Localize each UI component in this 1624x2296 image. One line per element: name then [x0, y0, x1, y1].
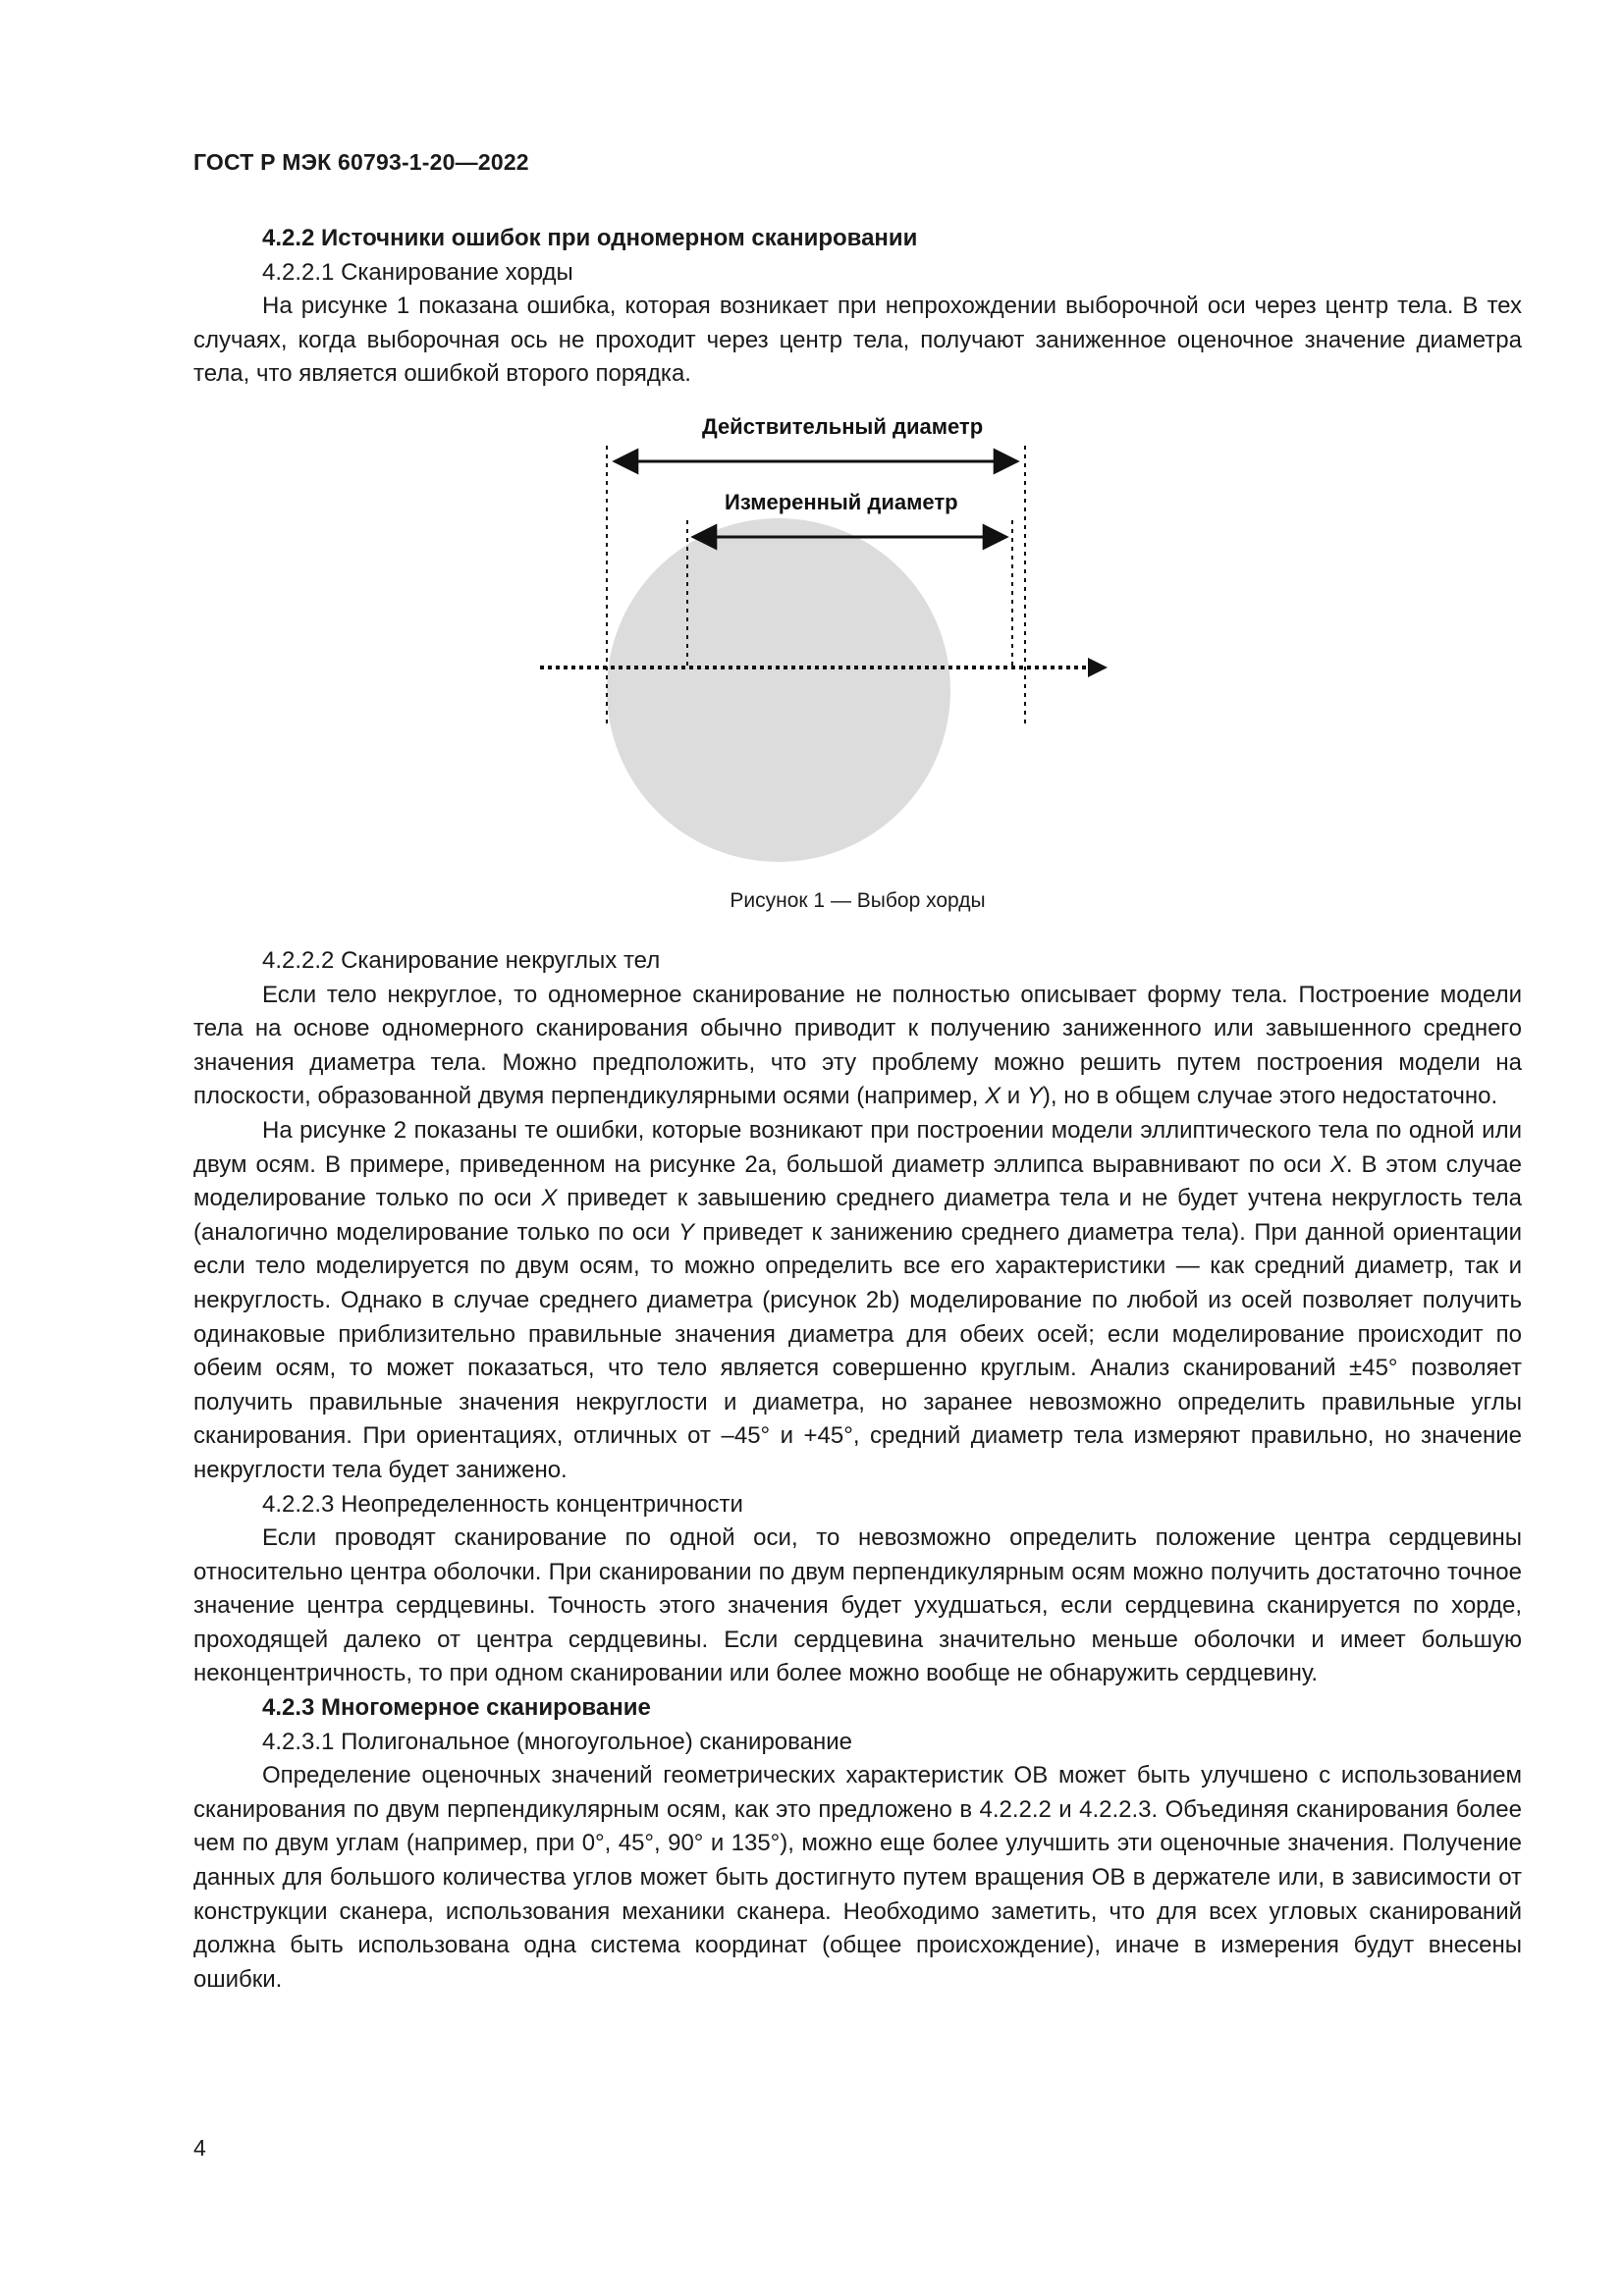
section-4-2-3-1-paragraph: Определение оценочных значений геометрических характеристик ОВ может быть улучшено с использованием сканирования по двум перпендикулярным осям, как это предложено в 4.2.2.2 и 4.2.2.3. Объединяя сканирования более чем по двум углам (например, при 0°, 45°, 90° и 135°), можно еще более улучшить эти оценочные значения. Получение данных для большого количества углов может быть достигнуто путем вращения ОВ в держателе или, в зависимости от конструкции сканера, использования механики сканера. Необходимо заметить, что для всех угловых сканирований должна быть использована одна система координат (общее происхождение), иначе в измерения будут внесены ошибки.	[193, 1762, 1522, 1993]
label-actual-diameter: Действительный диаметр	[702, 414, 984, 439]
axis-x-symbol: X	[1329, 1150, 1346, 1178]
paragraph-text: Если тело некруглое, то одномерное сканирование не полностью описывает форму тела. Построение модели тела на основе одномерного сканирования обычно приводит к получению заниженного или завышенного среднего значения диаметра тела. Можно предположить, что эту проблему можно решить путем построения модели на плоскости, образованной двумя перпендикулярными осями (например,	[193, 981, 1522, 1110]
axis-y-symbol: Y	[1026, 1083, 1043, 1110]
section-4-2-2-2-paragraph-1	[193, 979, 1522, 1114]
label-measured-diameter: Измеренный диаметр	[725, 490, 958, 514]
section-4-2-2-1-paragraph: На рисунке 1 показана ошибка, которая возникает при непрохождении выборочной оси через центр тела. В тех случаях, когда выборочная ось не проходит через центр тела, получают заниженное оценочное значение диаметра тела, что является ошибкой второго порядка.	[193, 293, 1522, 388]
section-4-2-2-1-title: 4.2.2.1 Сканирование хорды	[262, 258, 573, 286]
section-4-2-3-1-title: 4.2.3.1 Полигональное (многоугольное) сканирование	[262, 1728, 852, 1755]
figure-1-chord-selection	[609, 410, 1119, 881]
axis-x-symbol: X	[541, 1185, 558, 1212]
figure-1-diagram	[609, 410, 1119, 881]
page-number: 4	[193, 2135, 206, 2161]
paragraph-text: приведет к завышению среднего диаметра тела и не будет учтена некруглость тела (аналогично моделирование только по оси	[193, 1185, 1522, 1246]
document-header: ГОСТ Р МЭК 60793-1-20—2022	[193, 149, 529, 175]
axis-y-symbol: Y	[678, 1218, 695, 1246]
section-4-2-2-3-title: 4.2.2.3 Неопределенность концентричности	[262, 1490, 743, 1518]
scan-axis-arrowhead	[1088, 658, 1108, 677]
paragraph-text: ), но в общем случае этого недостаточно.	[1042, 1083, 1498, 1110]
fiber-cross-section	[607, 518, 950, 862]
section-4-2-2-title: 4.2.2 Источники ошибок при одномерном сканировании	[262, 225, 918, 251]
paragraph-text: . В этом случае моделирование только по оси	[193, 1150, 1522, 1212]
section-4-2-2-3-paragraph: Если проводят сканирование по одной оси, то невозможно определить положение центра сердцевины относительно центра оболочки. При сканировании по двум перпендикулярным осям можно получить достаточно точное значение центра сердцевины. Точность этого значения будет ухудшаться, если сердцевина сканируется по хорде, проходящей далеко от центра сердцевины. Если сердцевина значительно меньше оболочки и имеет большую неконцентричность, то при одном сканировании или более можно вообще не обнаружить сердцевину.	[193, 1524, 1522, 1687]
top-text-block	[193, 222, 1522, 392]
axis-x-symbol: X	[985, 1083, 1001, 1110]
section-4-2-3-title: 4.2.3 Многомерное сканирование	[262, 1694, 651, 1722]
section-4-2-2-2-paragraph-2	[193, 1114, 1522, 1488]
section-4-2-2-2-title: 4.2.2.2 Сканирование некруглых тел	[262, 947, 661, 974]
figure-1-caption: Рисунок 1 — Выбор хорды	[730, 889, 986, 912]
paragraph-text: и	[1001, 1083, 1027, 1110]
paragraph-text: На рисунке 2 показаны те ошибки, которые возникают при построении модели эллиптического тела по одной или двум осям. В примере, приведенном на рисунке 2а, большой диаметр эллипса выравнивают по оси	[193, 1116, 1522, 1178]
paragraph-text: приведет к занижению среднего диаметра тела). При данной ориентации если тело моделируется по двум осям, то можно определить все его характеристики — как средний диаметр, так и некруглость. Однако в случае среднего диаметра (рисунок 2b) моделирование по любой из осей позволяет получить одинаковые приблизительно правильные значения диаметра для обеих осей; если моделирование происходит по обеим осям, то может показаться, что тело является совершенно круглым. Анализ сканирований ±45° позволяет получить правильные значения некруглости и диаметра, но заранее невозможно определить правильные углы сканирования. При ориентациях, отличных от –45° и +45°, средний диаметр тела измеряют правильно, но значение некруглости тела будет занижено.	[193, 1218, 1523, 1483]
bottom-text-block	[193, 944, 1522, 1997]
